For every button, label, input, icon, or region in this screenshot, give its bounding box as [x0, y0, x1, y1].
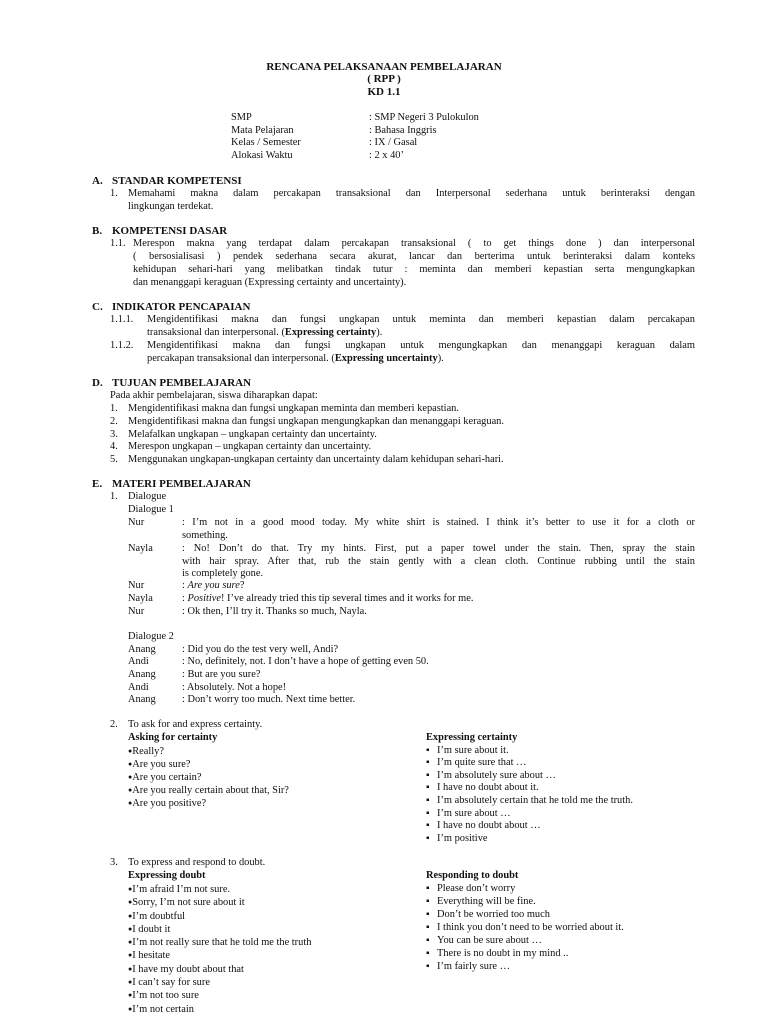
section-b-text: dan menanggapi keraguan (Expressing certainty and uncertainty).	[133, 277, 407, 288]
section-b-text: ( bersosialisasi ) pendek sederhana secara akurat, lancar dan berterima untuk berinteraksi dalam konteks	[133, 251, 695, 262]
list-item: ● I have my doubt about that	[128, 963, 244, 977]
list-item: Mengidentifikasi makna dan fungsi ungkapan meminta dan memberi kepastian.	[128, 403, 459, 414]
expressing-certainty-title: Expressing certainty	[426, 732, 518, 743]
list-item: ▪ You can be sure about …	[426, 935, 542, 948]
speaker: Anang	[128, 644, 156, 655]
section-letter: D.	[92, 377, 103, 389]
identity-value: : Bahasa Inggris	[369, 125, 437, 136]
section-title: STANDAR KOMPETENSI	[112, 175, 242, 187]
list-item: ▪ I’m absolutely sure about …	[426, 770, 556, 783]
list-item: ● Are you positive?	[128, 797, 206, 811]
identity-label: SMP	[231, 112, 252, 123]
list-item: ● I can’t say for sure	[128, 976, 210, 990]
list-item: ● I’m not too sure	[128, 989, 199, 1003]
list-item: Mengidentifikasi makna dan fungsi ungkapan mengungkapkan dan menanggapi keraguan.	[128, 416, 504, 427]
dialogue-line: something.	[182, 530, 228, 541]
doc-kd: KD 1.1	[367, 86, 401, 98]
indicator-text: percakapan transaksional dan interpersonal. (Expressing uncertainty).	[147, 353, 444, 364]
dialogue-2-title: Dialogue 2	[128, 631, 174, 642]
list-item: ▪ I have no doubt about it.	[426, 782, 539, 795]
speaker: Nur	[128, 517, 145, 528]
list-item: ▪ I’m sure about …	[426, 808, 511, 821]
item-number: 1.1.1.	[110, 314, 134, 325]
speaker: Nayla	[128, 543, 153, 554]
section-a-text: lingkungan terdekat.	[128, 201, 214, 212]
list-item: ● Are you really certain about that, Sir?	[128, 784, 289, 798]
section-letter: B.	[92, 225, 103, 237]
item-number: 1.	[110, 491, 118, 502]
list-item: ● Are you sure?	[128, 758, 191, 772]
list-item: ▪ Everything will be fine.	[426, 896, 536, 909]
indicator-text: Mengidentifikasi makna dan fungsi ungkapan untuk meminta dan memberi kepastian dalam percakapan	[147, 314, 695, 325]
dialogue-line: is completely gone.	[182, 568, 264, 579]
expressing-doubt-title: Expressing doubt	[128, 870, 206, 881]
list-item: ▪ I’m quite sure that …	[426, 757, 526, 770]
list-item: ▪ I think you don’t need to be worried about it.	[426, 922, 624, 935]
responding-doubt-title: Responding to doubt	[426, 870, 519, 881]
list-item: ▪ Please don’t worry	[426, 883, 515, 896]
item-number: 1.1.2.	[110, 340, 134, 351]
list-item-number: 4.	[110, 441, 118, 452]
dialogue-line: with hair spray. After that, rub the stain gently with a clean cloth. Continue rubbing until the stain	[182, 556, 695, 567]
list-item: ● Are you certain?	[128, 771, 201, 785]
dialogue-line: : Ok then, I’ll try it. Thanks so much, Nayla.	[182, 606, 367, 617]
indicator-text: Mengidentifikasi makna dan fungsi ungkapan untuk mengungkapkan dan menanggapi keraguan dalam	[147, 340, 695, 351]
list-item: ▪ I’m absolutely certain that he told me the truth.	[426, 795, 633, 808]
list-item-number: 5.	[110, 454, 118, 465]
section-d-heading	[92, 377, 251, 390]
speaker: Anang	[128, 669, 156, 680]
identity-label: Mata Pelajaran	[231, 125, 294, 136]
dialogue-line: : Positive! I’ve already tried this tip several times and it works for me.	[182, 593, 474, 604]
section-letter: C.	[92, 301, 103, 313]
section-c-heading	[92, 301, 250, 314]
dialogue-line: : No! Don’t do that. Try my hints. First, put a paper towel under the stain. Then, spray the stain	[182, 543, 695, 554]
dialogue-line: : Absolutely. Not a hope!	[182, 682, 287, 693]
section-b-text: Merespon makna yang terdapat dalam percakapan transaksional ( to get things done ) dan interpersonal	[133, 238, 695, 249]
list-item: ▪ I’m sure about it.	[426, 745, 509, 758]
item-number: 1.1.	[110, 238, 126, 249]
item-text: To express and respond to doubt.	[128, 857, 266, 868]
identity-value: : 2 x 40’	[369, 150, 404, 161]
identity-label: Kelas / Semester	[231, 137, 301, 148]
speaker: Anang	[128, 694, 156, 705]
dialogue-line: : Don’t worry too much. Next time better.	[182, 694, 356, 705]
section-letter: A.	[92, 175, 103, 187]
speaker: Nur	[128, 580, 145, 591]
speaker: Nayla	[128, 593, 153, 604]
list-item: ▪ I’m positive	[426, 833, 488, 846]
section-title: MATERI PEMBELAJARAN	[112, 478, 251, 490]
identity-label: Alokasi Waktu	[231, 150, 293, 161]
list-item: ● Really?	[128, 745, 164, 759]
list-item: ● I’m not really sure that he told me the truth	[128, 936, 311, 950]
list-item: ● I’m doubtful	[128, 910, 185, 924]
item-number: 2.	[110, 719, 118, 730]
dialogue-line: : No, definitely, not. I don’t have a hope of getting even 50.	[182, 656, 429, 667]
item-number: 3.	[110, 857, 118, 868]
list-item: ● I’m afraid I’m not sure.	[128, 883, 230, 897]
item-text: To ask for and express certainty.	[128, 719, 263, 730]
doc-title: RENCANA PELAKSANAAN PEMBELAJARAN	[266, 61, 502, 73]
list-item: Menggunakan ungkapan-ungkapan certainty dan uncertainty dalam kehidupan sehari-hari.	[128, 454, 504, 465]
section-title: INDIKATOR PENCAPAIAN	[112, 301, 251, 313]
identity-value: : SMP Negeri 3 Pulokulon	[369, 112, 479, 123]
section-b-heading	[92, 225, 227, 238]
list-item: ▪ There is no doubt in my mind ..	[426, 948, 568, 961]
section-title: TUJUAN PEMBELAJARAN	[112, 377, 252, 389]
section-letter: E.	[92, 478, 103, 490]
section-a-text: Memahami makna dalam percakapan transaksional dan Interpersonal sederhana untuk berinteraksi dengan	[128, 188, 695, 199]
identity-value: : IX / Gasal	[369, 137, 418, 148]
list-item: ▪ I’m fairly sure …	[426, 961, 510, 974]
list-item: ▪ Don’t be worried too much	[426, 909, 550, 922]
item-number: 1.	[110, 188, 118, 199]
list-item-number: 1.	[110, 403, 118, 414]
section-d-intro: Pada akhir pembelajaran, siswa diharapkan dapat:	[110, 390, 318, 401]
asking-certainty-title: Asking for certainty	[128, 732, 218, 743]
indicator-text: transaksional dan interpersonal. (Expressing certainty).	[147, 327, 383, 338]
section-b-text: kehidupan sehari-hari yang melibatkan tindak tutur : meminta dan memberi kepastian serta mengungkapkan	[133, 264, 695, 275]
list-item: Merespon ungkapan – ungkapan certainty dan uncertainty.	[128, 441, 372, 452]
list-item: ▪ I have no doubt about …	[426, 820, 541, 833]
list-item: Melafalkan ungkapan – ungkapan certainty dan uncertainty.	[128, 429, 377, 440]
dialogue-1-title: Dialogue 1	[128, 504, 174, 515]
list-item: ● I hesitate	[128, 949, 170, 963]
dialogue-label: Dialogue	[128, 491, 167, 502]
section-a-heading	[92, 175, 242, 188]
doc-subtitle: ( RPP )	[367, 73, 401, 85]
speaker: Andi	[128, 656, 149, 667]
dialogue-line: : Did you do the test very well, Andi?	[182, 644, 339, 655]
dialogue-line: : I’m not in a good mood today. My white shirt is stained. I think it’s better to use it for a cloth or	[182, 517, 695, 528]
dialogue-line: : Are you sure?	[182, 580, 245, 591]
section-e-heading	[92, 478, 251, 491]
list-item-number: 2.	[110, 416, 118, 427]
dialogue-line: : But are you sure?	[182, 669, 261, 680]
list-item: ● I’m not certain	[128, 1003, 194, 1017]
list-item-number: 3.	[110, 429, 118, 440]
list-item: ● I doubt it	[128, 923, 170, 937]
section-title: KOMPETENSI DASAR	[112, 225, 228, 237]
list-item: ● Sorry, I’m not sure about it	[128, 896, 245, 910]
speaker: Andi	[128, 682, 149, 693]
speaker: Nur	[128, 606, 145, 617]
